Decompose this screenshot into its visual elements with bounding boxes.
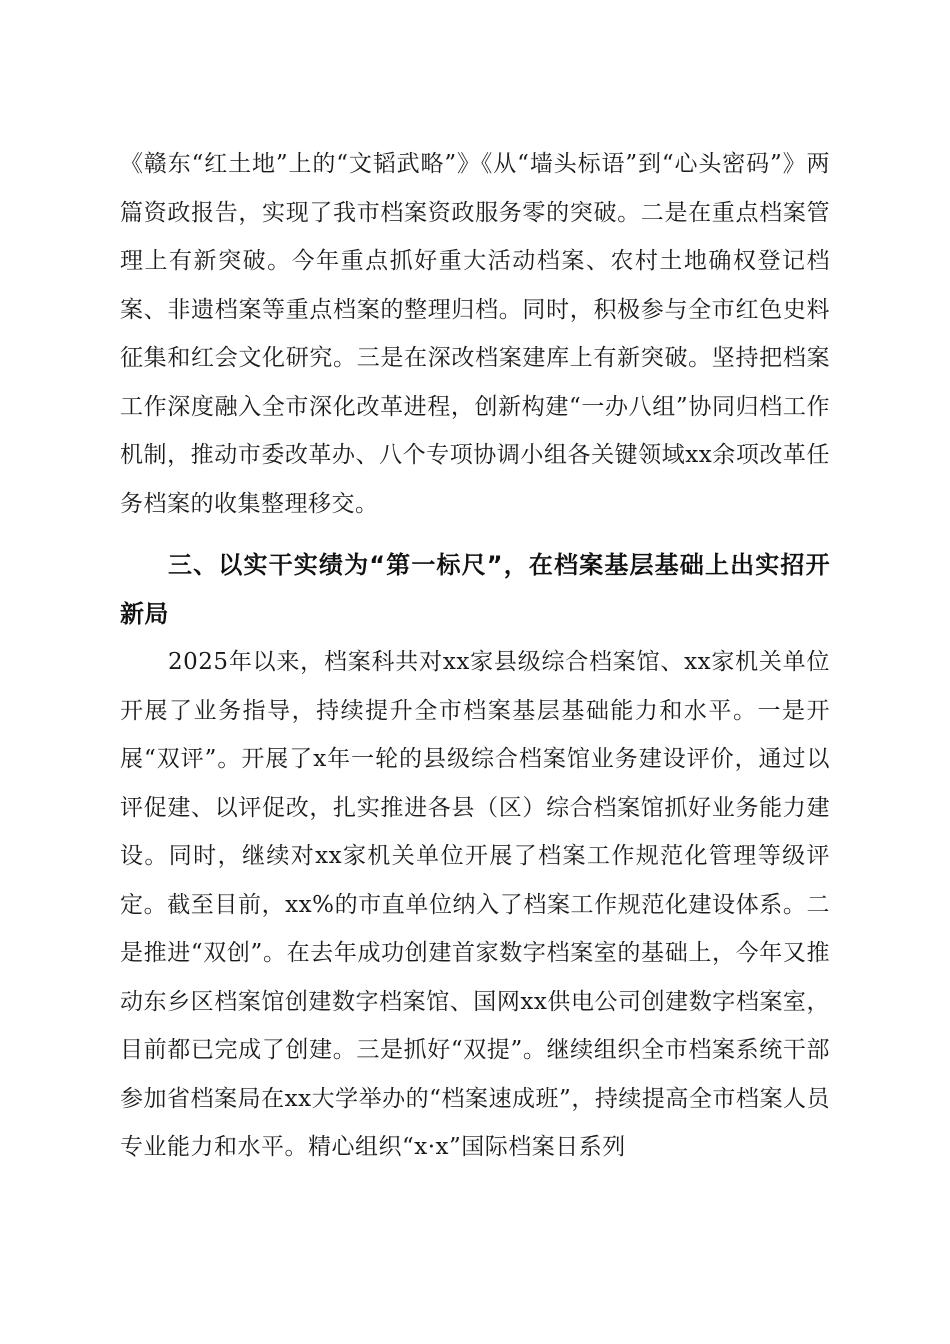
paragraph-continued: 《赣东“红土地”上的“文韬武略”》《从“墙头标语”到“心头密码”》两篇资政报告，实现了我市档案资政服务零的突破。二是在重点档案管理上有新突破。今年重点抓好重大活动档案、农村土地确权登记档案、非遗档案等重点档案的整理归档。同时，积极参与全市红色史料征集和红会文化研究。三是在深改档案建库上有新突破。坚持把档案工作深度融入全市深化改革进程，创新构建“一办八组”协同归档工作机制，推动市委改革办、八个专项协调小组各关键领域xx余项改革任务档案的收集整理移交。 (120, 151, 830, 517)
section-heading: 三、以实干实绩为“第一标尺”，在档案基层基础上出实招开新局 (120, 551, 830, 628)
paragraph-section3: 2025年以来，档案科共对xx家县级综合档案馆、xx家机关单位开展了业务指导，持续提升全市档案基层基础能力和水平。一是开展“双评”。开展了x年一轮的县级综合档案馆业务建设评价，通过以评促建、以评促改，扎实推进各县（区）综合档案馆抓好业务能力建设。同时，继续对xx家机关单位开展了档案工作规范化管理等级评定。截至目前，xx%的市直单位纳入了档案工作规范化建设体系。二是推进“双创”。在去年成功创建首家数字档案室的基础上，今年又推动东乡区档案馆创建数字档案馆、国网xx供电公司创建数字档案室，目前都已完成了创建。三是抓好“双提”。继续组织全市档案系统干部参加省档案局在xx大学举办的“档案速成班”，持续提高全市档案人员专业能力和水平。精心组织“x·x”国际档案日系列 (120, 649, 830, 1160)
